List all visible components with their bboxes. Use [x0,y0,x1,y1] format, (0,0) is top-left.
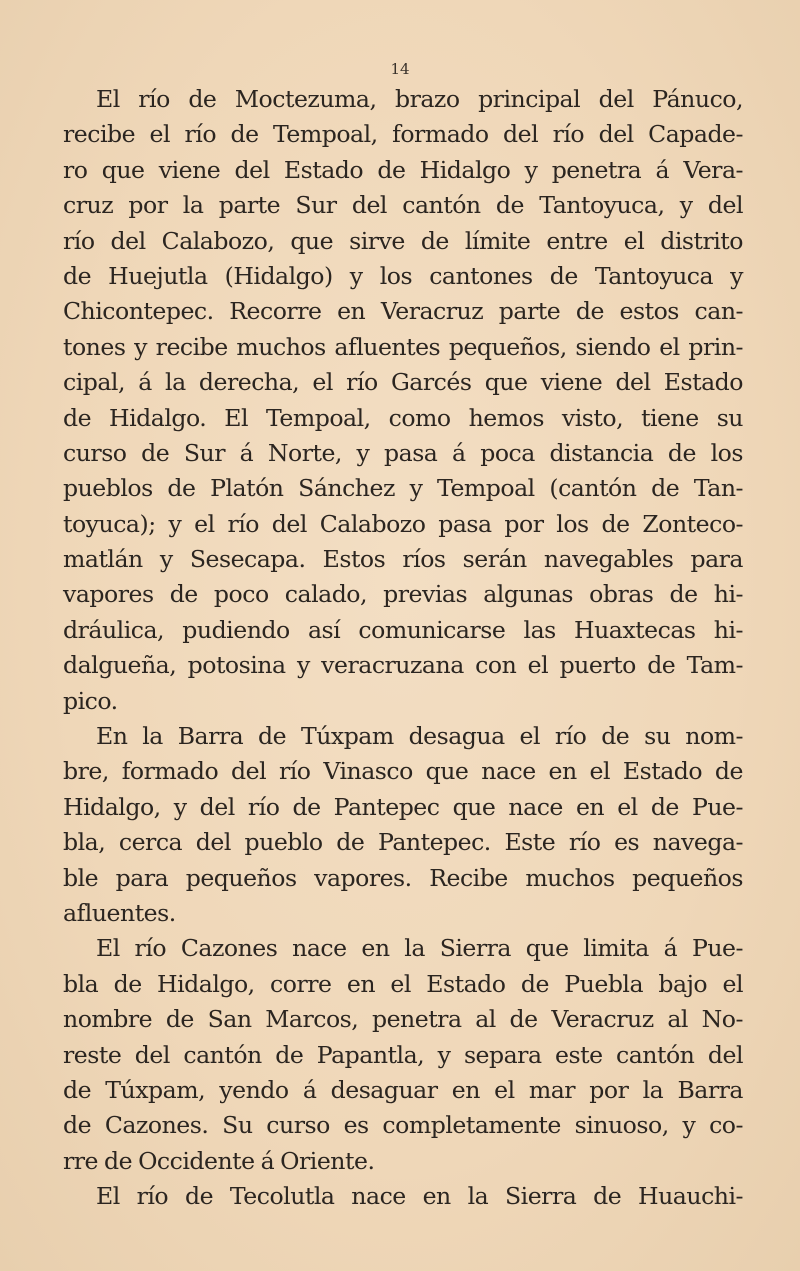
text-line: de Cazones. Su curso es completamente sinuoso, y co- [63,1111,743,1140]
text-line: recibe el río de Tempoal, formado del río del Capade- [63,120,743,149]
text-line: dalgueña, potosina y veracruzana con el puerto de Tam- [63,651,743,680]
text-line: toyuca); y el río del Calabozo pasa por los de Zonteco- [63,509,743,538]
text-line: cruz por la parte Sur del cantón de Tantoyuca, y del [63,191,743,220]
text-line: reste del cantón de Papantla, y separa este cantón del [63,1040,743,1069]
text-line: bla, cerca del pueblo de Pantepec. Este río es navega- [63,828,743,857]
text-line: pico. [63,686,118,715]
text-line: curso de Sur á Norte, y pasa á poca distancia de los [63,438,743,467]
text-line: tones y recibe muchos afluentes pequeños, siendo el prin- [63,332,743,361]
text-line: nombre de San Marcos, penetra al de Veracruz al No- [63,1005,743,1034]
text-line: bre, formado del río Vinasco que nace en el Estado de [63,757,743,786]
text-line: bla de Hidalgo, corre en el Estado de Puebla bajo el [63,969,743,998]
text-line: pueblos de Platón Sánchez y Tempoal (cantón de Tan- [63,474,743,503]
text-line: río del Calabozo, que sirve de límite entre el distrito [63,226,743,255]
text-line: dráulica, pudiendo así comunicarse las Huaxtecas hi- [63,615,743,644]
text-line: Hidalgo, y del río de Pantepec que nace en el de Pue- [63,792,743,821]
text-line: vapores de poco calado, previas algunas obras de hi- [63,580,743,609]
text-line: de Túxpam, yendo á desaguar en el mar por la Barra [63,1075,743,1104]
text-line: afluentes. [63,898,176,927]
text-line: En la Barra de Túxpam desagua el río de su nom- [96,722,743,751]
text-line: Chicontepec. Recorre en Veracruz parte de estos can- [63,297,743,326]
text-line: El río Cazones nace en la Sierra que limita á Pue- [96,934,743,963]
text-line: rre de Occidente á Oriente. [63,1146,375,1175]
body-text [63,82,743,1215]
text-line: El río de Tecolutla nace en la Sierra de Huauchi- [96,1182,743,1211]
text-line: cipal, á la derecha, el río Garcés que viene del Estado [63,368,743,397]
text-line: El río de Moctezuma, brazo principal del Pánuco, [96,85,743,113]
page-number: 14 [390,60,410,78]
text-line: matlán y Sesecapa. Estos ríos serán navegables para [63,545,743,574]
text-line: de Hidalgo. El Tempoal, como hemos visto, tiene su [63,403,743,432]
text-line: de Huejutla (Hidalgo) y los cantones de Tantoyuca y [63,261,743,290]
text-line: ble para pequeños vapores. Recibe muchos pequeños [63,863,743,892]
text-line: ro que viene del Estado de Hidalgo y penetra á Vera- [63,155,743,184]
